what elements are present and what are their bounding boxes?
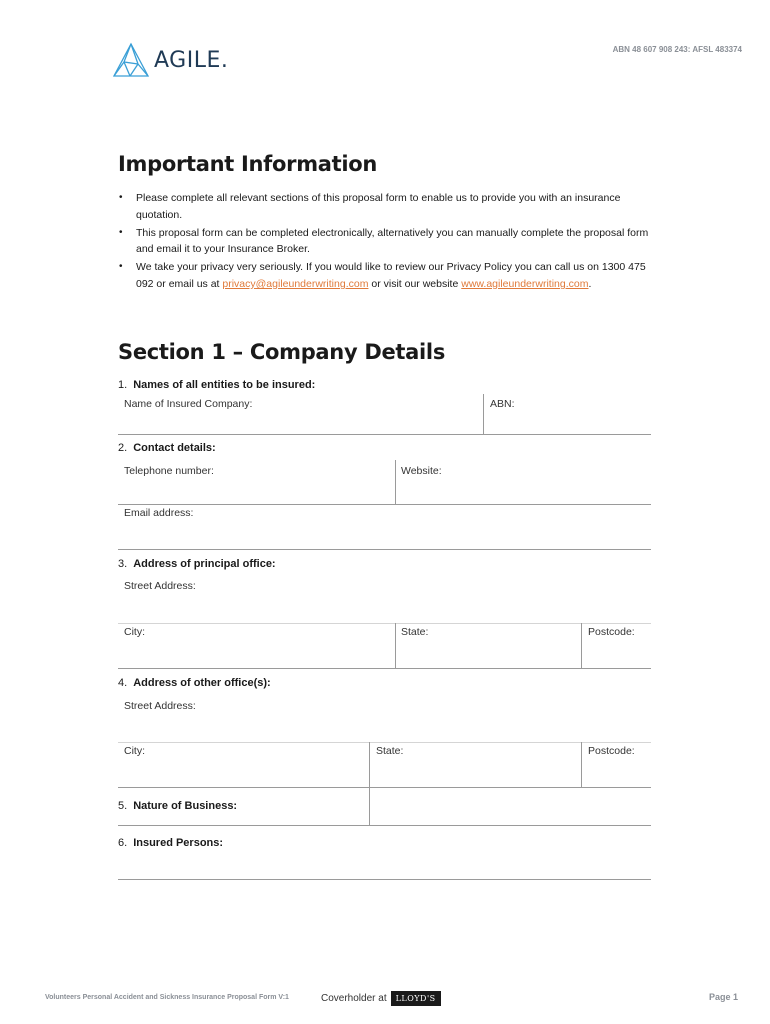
privacy-email-link[interactable]: privacy@agileunderwriting.com xyxy=(222,277,369,290)
agile-logo-icon xyxy=(112,42,150,78)
agile-logo xyxy=(112,42,228,78)
abn-text: ABN 48 607 908 243: AFSL 483374 xyxy=(612,45,742,54)
important-info-title: Important Information xyxy=(118,152,378,176)
coverholder-text: Coverholder at xyxy=(321,993,387,1004)
postcode-field-label: Postcode: xyxy=(588,626,635,638)
postcode-field-label: Postcode: xyxy=(588,745,635,757)
question-4: 4. Address of other office(s): xyxy=(118,677,271,689)
field-divider xyxy=(395,623,396,669)
street-address-field-label: Street Address: xyxy=(124,580,196,592)
field-divider xyxy=(369,742,370,788)
field-rule xyxy=(118,825,651,826)
insured-company-field-label: Name of Insured Company: xyxy=(124,398,253,410)
field-rule xyxy=(118,623,651,624)
state-field-label: State: xyxy=(376,745,404,757)
city-field-label: City: xyxy=(124,626,145,638)
info-bullets xyxy=(118,190,653,294)
section1-title: Section 1 – Company Details xyxy=(118,340,446,364)
field-rule xyxy=(118,549,651,550)
field-rule xyxy=(118,504,651,505)
field-divider xyxy=(483,394,484,435)
bullet-item: • This proposal form can be completed electronically, alternatively you can manually complete the proposal form and email it to your Insurance Broker. xyxy=(118,225,653,259)
form-name: Volunteers Personal Accident and Sickness Insurance Proposal Form V:1 xyxy=(45,994,289,1001)
question-6: 6. Insured Persons: xyxy=(118,837,224,849)
field-divider xyxy=(395,460,396,505)
page-number: Page 1 xyxy=(708,992,738,1002)
field-rule xyxy=(118,668,651,669)
field-divider xyxy=(581,623,582,669)
field-rule xyxy=(118,742,651,743)
bullet-item: • We take your privacy very seriously. If you would like to review our Privacy Policy you can call us on 1300 475 092 or email us at privacy@agileunderwriting.com or visit our website www.agileunderwriting.com. xyxy=(118,259,653,293)
street-address-field-label: Street Address: xyxy=(124,700,196,712)
abn-field-label: ABN: xyxy=(490,398,515,410)
question-1: 1. Names of all entities to be insured: xyxy=(118,379,316,391)
field-divider xyxy=(581,742,582,788)
field-rule xyxy=(118,879,651,880)
city-field-label: City: xyxy=(124,745,145,757)
logo-text: AGILE. xyxy=(154,47,229,73)
question-2: 2. Contact details: xyxy=(118,442,216,454)
field-rule xyxy=(118,787,651,788)
email-field-label: Email address: xyxy=(124,507,194,519)
question-3: 3. Address of principal office: xyxy=(118,558,276,570)
telephone-field-label: Telephone number: xyxy=(124,465,214,477)
field-divider xyxy=(369,787,370,825)
question-5: 5. Nature of Business: xyxy=(118,800,238,812)
bullet-item: • Please complete all relevant sections of this proposal form to enable us to provide you with an insurance quotation. xyxy=(118,190,653,224)
website-link[interactable]: www.agileunderwriting.com xyxy=(461,277,589,290)
lloyds-logo: LLOYD'S xyxy=(391,991,441,1006)
field-rule xyxy=(118,434,651,435)
website-field-label: Website: xyxy=(401,465,442,477)
state-field-label: State: xyxy=(401,626,429,638)
coverholder-badge xyxy=(321,991,441,1006)
